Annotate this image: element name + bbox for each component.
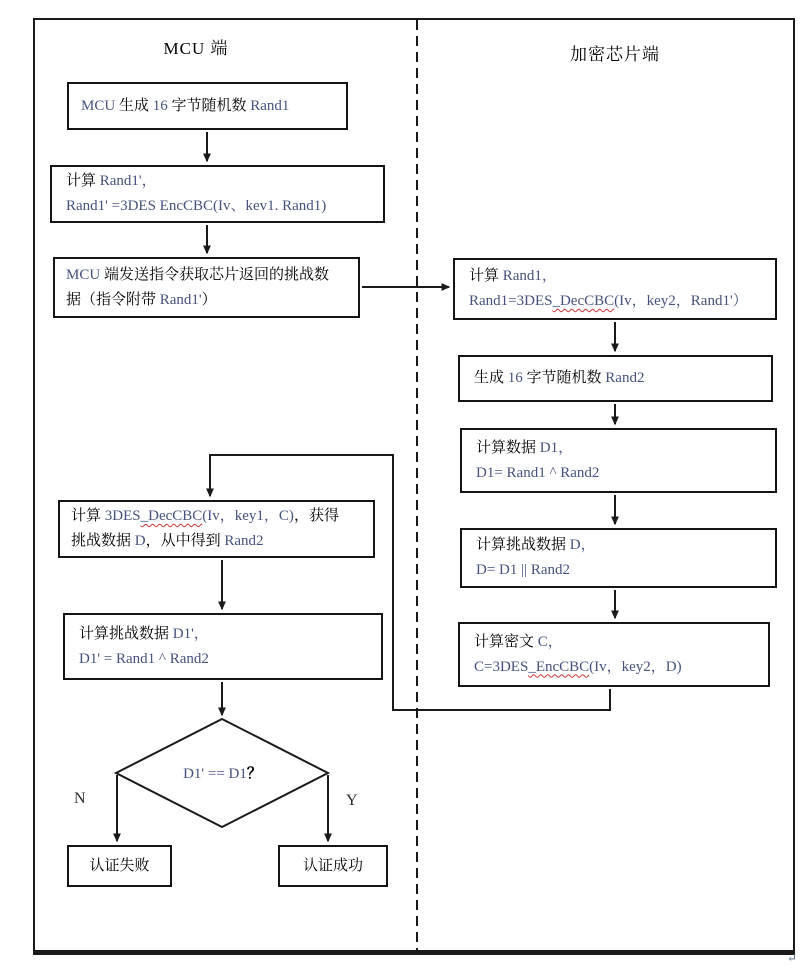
text-line xyxy=(474,366,771,391)
text-segment: 字节随机数 xyxy=(171,97,251,114)
node-chip-calc-d xyxy=(460,528,777,588)
node-mcu-calc-d1p xyxy=(63,613,383,680)
text-segment: Rand1=3DES xyxy=(469,293,553,309)
node-chip-calc-d1 xyxy=(460,428,777,493)
text-segment: ） xyxy=(201,291,217,308)
text-line xyxy=(117,762,328,783)
text-segment: D= D1 || Rand2 xyxy=(476,562,571,578)
text-segment: Rand1 xyxy=(250,97,290,114)
text-segment: 计算 xyxy=(469,268,503,284)
text-segment: 16 xyxy=(507,370,527,386)
text-segment: Rand1， xyxy=(502,268,557,284)
spellcheck-underlined-text: _EncCBC xyxy=(528,658,590,675)
text-line xyxy=(469,289,775,314)
column-title-mcu: MCU 端 xyxy=(163,39,229,58)
text-segment: MCU xyxy=(81,97,119,114)
node-auth-success xyxy=(278,845,388,887)
text-segment: 生成 xyxy=(474,370,508,386)
text-segment: Rand1' =3DES EncCBC(Iv、kev1. Rand1) xyxy=(66,198,327,214)
text-line xyxy=(476,461,775,486)
text-line xyxy=(476,558,775,583)
text-segment: 16 xyxy=(152,97,172,114)
text-segment: C=3DES xyxy=(474,658,529,675)
node-mcu-send-cmd xyxy=(53,257,360,318)
spellcheck-underlined-text: _DecCBC xyxy=(140,508,203,524)
branch-label-no: N xyxy=(74,790,86,807)
text-segment: D， xyxy=(569,537,596,553)
column-title-chip: 加密芯片端 xyxy=(570,45,660,64)
text-line xyxy=(79,622,381,647)
text-line xyxy=(71,529,373,554)
text-line xyxy=(79,647,381,672)
text-line xyxy=(66,169,383,194)
decision-text xyxy=(117,762,328,783)
text-segment: Rand1'， xyxy=(99,173,157,189)
text-segment: D1' == D1 xyxy=(183,766,247,782)
text-segment: ，获得 xyxy=(293,508,339,524)
text-segment: 计算密文 xyxy=(474,633,538,650)
spellcheck-underlined-text: _DecCBC xyxy=(552,293,615,309)
text-line xyxy=(280,854,386,879)
text-segment: MCU xyxy=(66,266,104,283)
node-mcu-dec-c xyxy=(58,500,375,558)
text-segment: 挑战数据 xyxy=(71,533,135,549)
text-segment: 认证失败 xyxy=(89,857,150,874)
node-chip-calc-c xyxy=(458,622,770,687)
text-line xyxy=(81,94,346,119)
text-line xyxy=(71,504,373,529)
paragraph-return-mark: ↵ xyxy=(787,951,798,965)
branch-label-yes: Y xyxy=(346,792,358,809)
text-segment: 生成 xyxy=(118,97,153,114)
text-segment: 3DES xyxy=(104,508,141,524)
text-segment: 计算挑战数据 xyxy=(79,625,173,642)
text-line xyxy=(69,854,170,879)
text-segment: (Iv，key1，C) xyxy=(202,508,294,524)
node-mcu-gen-rand1 xyxy=(67,82,348,130)
text-segment: ？ xyxy=(246,766,262,782)
text-segment: Rand2 xyxy=(605,370,645,386)
text-segment: 计算挑战数据 xyxy=(476,537,570,553)
text-segment: D xyxy=(134,533,146,549)
text-segment: 据（指令附带 xyxy=(66,291,160,308)
text-segment: 计算 xyxy=(71,508,105,524)
node-chip-gen-rand2 xyxy=(458,355,773,402)
text-segment: ，从中得到 xyxy=(145,533,225,549)
text-segment: Rand2 xyxy=(224,533,264,549)
text-line xyxy=(66,194,383,219)
text-segment: 计算 xyxy=(66,173,100,189)
text-segment: 计算数据 xyxy=(476,439,540,456)
text-line xyxy=(476,533,775,558)
node-auth-fail xyxy=(67,845,172,887)
text-line xyxy=(66,288,358,313)
text-line xyxy=(66,263,358,288)
text-segment: D1' = Rand1 ^ Rand2 xyxy=(79,650,209,667)
text-line xyxy=(469,264,775,289)
text-segment: 端发送指令获取芯片返回的挑战数 xyxy=(103,266,329,283)
text-segment: Rand1' xyxy=(159,291,202,308)
node-chip-calc-rand1 xyxy=(453,258,777,320)
text-segment: D1= Rand1 ^ Rand2 xyxy=(476,464,600,481)
text-segment: 字节随机数 xyxy=(526,370,606,386)
text-segment: C， xyxy=(537,633,563,650)
text-segment: (Iv，key2，Rand1'） xyxy=(614,293,748,309)
text-line xyxy=(476,436,775,461)
text-segment: (Iv，key2，D) xyxy=(589,658,682,675)
text-segment: 认证成功 xyxy=(302,857,363,874)
text-segment: D1， xyxy=(539,439,574,456)
node-mcu-calc-rand1p xyxy=(50,165,385,223)
text-line xyxy=(474,630,768,655)
text-line xyxy=(474,655,768,680)
text-segment: D1'， xyxy=(172,625,209,642)
